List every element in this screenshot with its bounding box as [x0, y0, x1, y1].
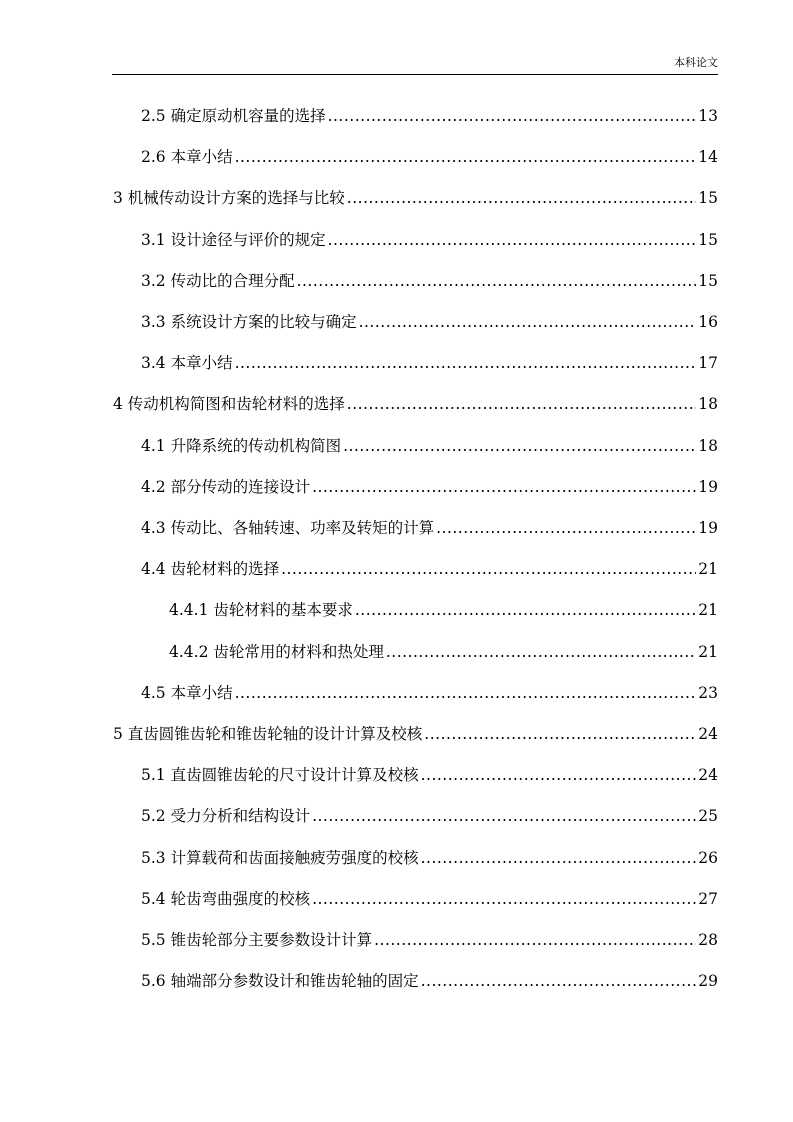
- toc-entry[interactable]: [141, 765, 718, 785]
- toc-entry-title: 5.6 轴端部分参数设计和锥齿轮轴的固定: [141, 972, 419, 990]
- toc-entry-title: 2.5 确定原动机容量的选择: [141, 107, 326, 125]
- toc-entry[interactable]: [141, 312, 718, 332]
- toc-leader-dots: [328, 230, 697, 250]
- toc-entry-page-number: 17: [698, 354, 718, 372]
- toc-entry-page-number: 29: [698, 972, 718, 990]
- toc-entry-title: 4.4.1 齿轮材料的基本要求: [169, 601, 353, 619]
- toc-entry-title: 4.5 本章小结: [141, 684, 233, 702]
- toc-entry-title: 3.4 本章小结: [141, 354, 233, 372]
- toc-entry-title: 3.2 传动比的合理分配: [141, 272, 295, 290]
- toc-entry[interactable]: [141, 271, 718, 291]
- toc-entry-title: 4.4.2 齿轮常用的材料和热处理: [169, 643, 384, 661]
- toc-entry-page-number: 21: [698, 601, 718, 619]
- toc-leader-dots: [436, 518, 696, 538]
- toc-entry-page-number: 16: [698, 313, 718, 331]
- toc-entry-title: 2.6 本章小结: [141, 148, 233, 166]
- toc-entry[interactable]: [141, 559, 718, 579]
- toc-entry-page-number: 24: [698, 766, 718, 784]
- toc-entry-title: 3 机械传动设计方案的选择与比较: [113, 189, 345, 207]
- toc-entry[interactable]: [113, 394, 718, 414]
- toc-entry[interactable]: [141, 889, 718, 909]
- toc-entry-title: 3.3 系统设计方案的比较与确定: [141, 313, 357, 331]
- toc-entry-title: 5.4 轮齿弯曲强度的校核: [141, 890, 311, 908]
- toc-entry-title: 5.2 受力分析和结构设计: [141, 807, 311, 825]
- toc-entry[interactable]: [113, 188, 718, 208]
- toc-leader-dots: [359, 312, 697, 332]
- toc-leader-dots: [347, 188, 696, 208]
- toc-entry-title: 5.5 锥齿轮部分主要参数设计计算: [141, 931, 373, 949]
- toc-entry[interactable]: [141, 230, 718, 250]
- toc-entry-title: 5 直齿圆锥齿轮和锥齿轮轴的设计计算及校核: [113, 725, 423, 743]
- toc-leader-dots: [347, 394, 696, 414]
- toc-leader-dots: [281, 559, 696, 579]
- toc-leader-dots: [421, 848, 697, 868]
- toc-entry-page-number: 26: [698, 849, 718, 867]
- toc-entry-page-number: 19: [698, 519, 718, 537]
- toc-entry-page-number: 23: [698, 684, 718, 702]
- toc-leader-dots: [374, 930, 696, 950]
- toc-entry[interactable]: [169, 642, 718, 662]
- page-header: [112, 56, 718, 75]
- toc-leader-dots: [421, 765, 697, 785]
- toc-leader-dots: [421, 971, 697, 991]
- toc-entry[interactable]: [141, 477, 718, 497]
- toc-entry[interactable]: [141, 930, 718, 950]
- toc-leader-dots: [343, 436, 696, 456]
- toc-entry-page-number: 21: [698, 560, 718, 578]
- toc-entry[interactable]: [141, 683, 718, 703]
- toc-entry-page-number: 14: [698, 148, 718, 166]
- toc-entry-title: 4.1 升降系统的传动机构简图: [141, 437, 342, 455]
- toc-entry[interactable]: [141, 353, 718, 373]
- toc-entry-page-number: 15: [698, 272, 718, 290]
- toc-entry-page-number: 28: [698, 931, 718, 949]
- toc-entry[interactable]: [141, 518, 718, 538]
- toc-entry-page-number: 18: [698, 395, 718, 413]
- toc-entry-page-number: 13: [698, 107, 718, 125]
- toc-leader-dots: [235, 353, 697, 373]
- toc-entry-title: 4.4 齿轮材料的选择: [141, 560, 280, 578]
- toc-entry-page-number: 24: [698, 725, 718, 743]
- toc-leader-dots: [424, 724, 696, 744]
- toc-leader-dots: [235, 147, 697, 167]
- toc-entry-page-number: 27: [698, 890, 718, 908]
- toc-entry-title: 4.3 传动比、各轴转速、功率及转矩的计算: [141, 519, 435, 537]
- toc-entry[interactable]: [169, 600, 718, 620]
- toc-entry-page-number: 19: [698, 478, 718, 496]
- toc-leader-dots: [235, 683, 697, 703]
- toc-entry[interactable]: [141, 848, 718, 868]
- toc-leader-dots: [312, 477, 696, 497]
- toc-entry-page-number: 18: [698, 437, 718, 455]
- toc-entry-title: 4 传动机构简图和齿轮材料的选择: [113, 395, 345, 413]
- toc-leader-dots: [386, 642, 696, 662]
- toc-entry-title: 4.2 部分传动的连接设计: [141, 478, 311, 496]
- toc-entry-page-number: 15: [698, 231, 718, 249]
- toc-leader-dots: [355, 600, 696, 620]
- toc-entry[interactable]: [141, 971, 718, 991]
- toc-leader-dots: [312, 889, 696, 909]
- toc-entry-title: 3.1 设计途径与评价的规定: [141, 231, 326, 249]
- toc-leader-dots: [328, 106, 697, 126]
- toc-entry-page-number: 21: [698, 643, 718, 661]
- toc-entry-page-number: 15: [698, 189, 718, 207]
- toc-entry[interactable]: [141, 436, 718, 456]
- toc-entry[interactable]: [113, 724, 718, 744]
- toc-leader-dots: [312, 806, 696, 826]
- toc-entry-title: 5.1 直齿圆锥齿轮的尺寸设计计算及校核: [141, 766, 419, 784]
- toc-entry[interactable]: [141, 806, 718, 826]
- header-title: 本科论文: [674, 56, 718, 69]
- toc-entry-page-number: 25: [698, 807, 718, 825]
- toc-entry-title: 5.3 计算载荷和齿面接触疲劳强度的校核: [141, 849, 419, 867]
- toc-entry[interactable]: [141, 147, 718, 167]
- toc-entry[interactable]: [141, 106, 718, 126]
- toc-leader-dots: [297, 271, 697, 291]
